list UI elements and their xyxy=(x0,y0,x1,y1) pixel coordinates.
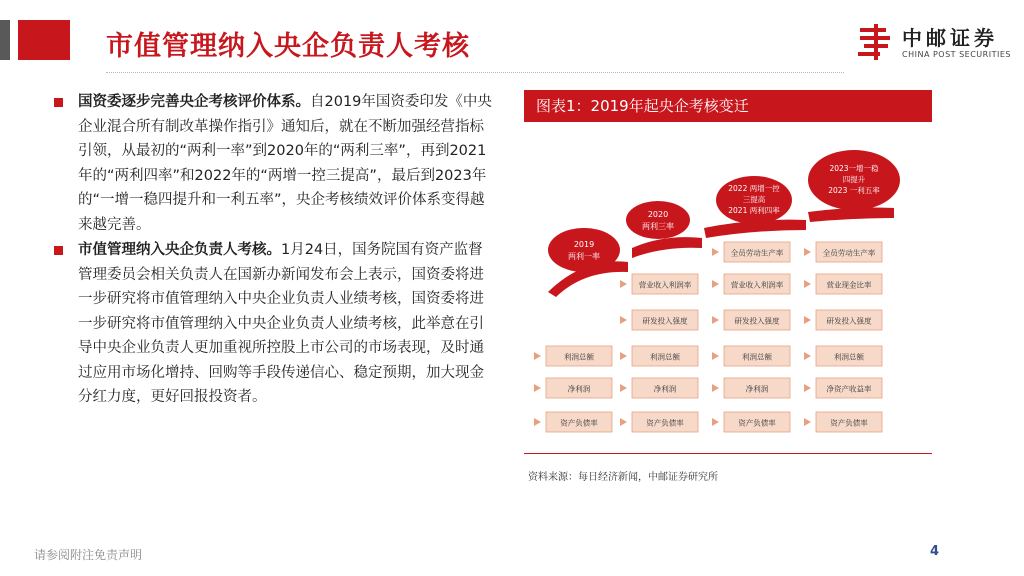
arrow-marker-icon xyxy=(534,384,541,392)
bullet-list xyxy=(52,90,492,411)
metric-label: 资产负债率 xyxy=(560,418,598,428)
bullet-heading: 市值管理纳入央企负责人考核。 xyxy=(78,242,281,258)
stage-curve-2 xyxy=(632,237,702,258)
arrow-marker-icon xyxy=(804,280,811,288)
bullet-heading: 国资委逐步完善央企考核评价体系。 xyxy=(78,94,310,110)
metric-label: 净利润 xyxy=(653,384,677,394)
arrow-marker-icon xyxy=(712,418,719,426)
arrow-marker-icon xyxy=(804,418,811,426)
stage-line: 2023 一利五率 xyxy=(828,186,880,195)
metric-label: 营业现金比率 xyxy=(826,280,872,290)
stage-line: 三提高 xyxy=(742,195,766,204)
metric-label: 营业收入利润率 xyxy=(638,280,692,290)
bullet-square-icon xyxy=(54,246,63,255)
bullet-text: 自2019年国资委印发《中央企业混合所有制改革操作指引》通知后，就在不断加强经营指标引领，从最初的“两利一率”到2020年的“两利三率”，再到2021年的“两利四率”和2022年的“两增一控三提高”，最后到2023年的“一增一稳四提升和一利五率”，央企考核绩效评价体系变得越来越完善。 xyxy=(78,94,492,233)
metric-label: 全员劳动生产率 xyxy=(730,248,784,258)
metric-label: 研发投入强度 xyxy=(734,316,780,326)
metric-label: 营业收入利润率 xyxy=(730,280,784,290)
metric-label: 研发投入强度 xyxy=(826,316,872,326)
figure-source: 资料来源：每日经济新闻，中邮证券研究所 xyxy=(528,472,718,483)
bullet-square-icon xyxy=(54,98,63,107)
arrow-marker-icon xyxy=(804,384,811,392)
stage-line: 2021 两利四率 xyxy=(728,206,780,215)
arrow-marker-icon xyxy=(804,352,811,360)
figure-title: 图表1：2019年起央企考核变迁 xyxy=(524,90,932,122)
metric-label: 净利润 xyxy=(745,384,769,394)
metric-label: 利润总额 xyxy=(742,352,772,362)
metric-label: 资产负债率 xyxy=(646,418,684,428)
page-title: 市值管理纳入央企负责人考核 xyxy=(106,31,470,62)
metric-label: 利润总额 xyxy=(564,352,594,362)
arrow-marker-icon xyxy=(804,316,811,324)
figure-divider xyxy=(524,453,932,454)
footer-disclaimer: 请参阅附注免责声明 xyxy=(34,548,143,562)
metric-label: 研发投入强度 xyxy=(642,316,688,326)
metric-label: 资产负债率 xyxy=(830,418,868,428)
company-logo xyxy=(856,22,1016,66)
arrow-marker-icon xyxy=(620,280,627,288)
stage-bubble xyxy=(548,228,620,272)
metric-label: 资产负债率 xyxy=(738,418,776,428)
stage-name: 两利一率 xyxy=(568,252,600,261)
arrow-marker-icon xyxy=(534,418,541,426)
arrow-marker-icon xyxy=(712,280,719,288)
metric-label: 净利润 xyxy=(567,384,591,394)
logo-text-cn: 中邮证券 xyxy=(902,26,998,50)
stage-bubble xyxy=(626,201,690,239)
page-number: 4 xyxy=(930,544,940,559)
stage-name: 两利三率 xyxy=(642,222,674,231)
arrow-marker-icon xyxy=(804,248,811,256)
arrow-marker-icon xyxy=(712,316,719,324)
header-accent-red xyxy=(18,20,70,60)
metric-label: 全员劳动生产率 xyxy=(822,248,876,258)
metric-label: 净资产收益率 xyxy=(826,384,872,394)
arrow-marker-icon xyxy=(620,352,627,360)
arrow-marker-icon xyxy=(620,316,627,324)
stage-line: 2023一增一稳 xyxy=(829,164,879,173)
bullet-item xyxy=(52,90,492,237)
arrow-marker-icon xyxy=(620,418,627,426)
metric-label: 利润总额 xyxy=(650,352,680,362)
logo-text-en: CHINA POST SECURITIES xyxy=(902,50,1011,59)
arrow-marker-icon xyxy=(712,384,719,392)
stage-line: 2022 两增一控 xyxy=(728,184,780,193)
assessment-evolution-diagram xyxy=(524,122,932,462)
arrow-marker-icon xyxy=(534,352,541,360)
bullet-text: 1月24日，国务院国有资产监督管理委员会相关负责人在国新办新闻发布会上表示，国资委将进一步研究将市值管理纳入中央企业负责人业绩考核，国资委将进一步研究将市值管理纳入中央企业负责人业绩考核，此举意在引导中央企业负责人更加重视所控股上市公司的市场表现，及时通过应用市场化增持、回购等手段传递信心、稳定预期，加大现金分红力度，更好回报投资者。 xyxy=(78,242,484,405)
metric-label: 利润总额 xyxy=(834,352,864,362)
arrow-marker-icon xyxy=(712,352,719,360)
china-post-logo-icon xyxy=(856,22,896,62)
title-divider xyxy=(106,72,844,73)
arrow-marker-icon xyxy=(712,248,719,256)
stage-year: 2020 xyxy=(647,210,669,219)
header-accent-gray xyxy=(0,20,10,60)
stage-year: 2019 xyxy=(573,240,595,249)
arrow-marker-icon xyxy=(620,384,627,392)
bullet-item xyxy=(52,238,492,410)
stage-line: 四提升 xyxy=(842,175,866,184)
